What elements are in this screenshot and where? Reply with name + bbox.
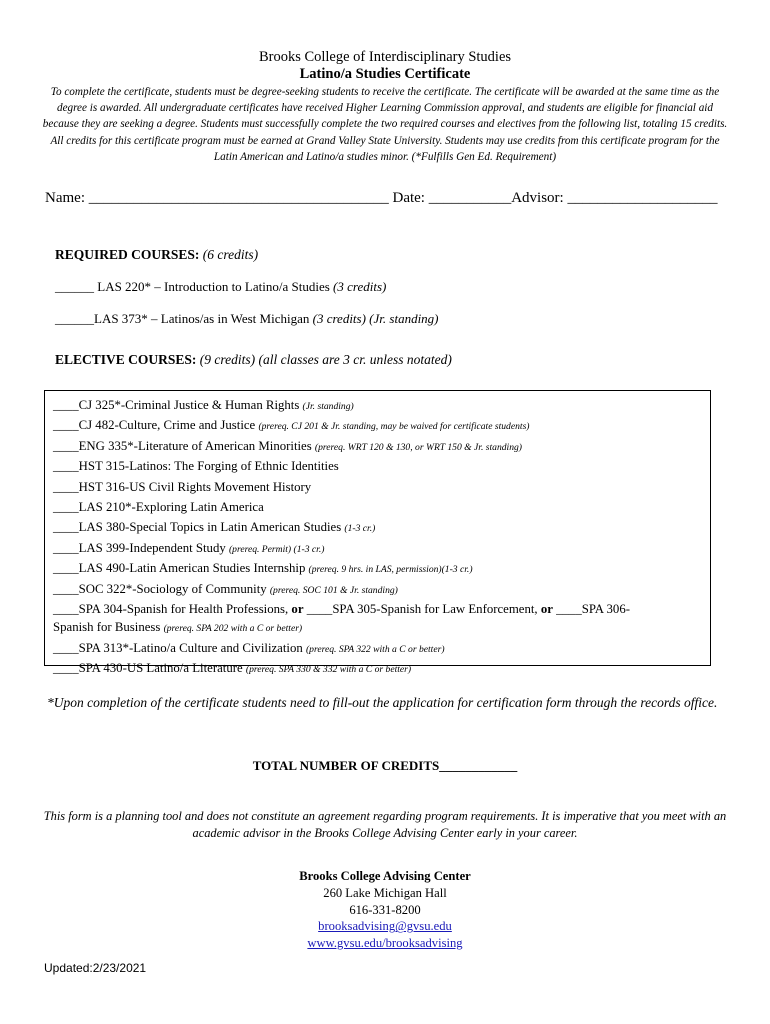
- elective-course: [53, 539, 702, 559]
- date-label: Date:: [392, 190, 425, 206]
- checkbox-blank[interactable]: ____: [53, 459, 79, 474]
- checkbox-blank[interactable]: ____: [53, 500, 79, 515]
- course-note: (prereq. SPA 330 & 332 with a C or better): [245, 664, 412, 676]
- course-text: CJ 482-Culture, Crime and Justice: [78, 418, 259, 433]
- course-text: LAS 490-Latin American Studies Internship: [78, 561, 309, 576]
- checkbox-blank[interactable]: ____: [552, 602, 582, 617]
- checkbox-blank[interactable]: ______: [55, 311, 94, 326]
- checkbox-blank[interactable]: ____: [53, 561, 79, 576]
- advising-center-name: Brooks College Advising Center: [299, 869, 471, 883]
- course-note: (prereq. CJ 201 & Jr. standing, may be waived for certificate students): [258, 421, 530, 433]
- elective-course-spa-options: [53, 600, 702, 618]
- elective-course: [53, 437, 702, 457]
- advising-center-contact: [0, 868, 770, 952]
- course-text: SPA 304-Spanish for Health Professions,: [78, 602, 292, 617]
- course-text: LAS 380-Special Topics in Latin American Studies: [78, 520, 345, 535]
- completion-note: *Upon completion of the certificate students need to fill-out the application for certification form through the records office.: [47, 695, 718, 710]
- certificate-title: Latino/a Studies Certificate: [299, 66, 471, 82]
- checkbox-blank[interactable]: ____: [53, 418, 79, 433]
- student-info-line: [45, 190, 745, 207]
- course-text: LAS 220* – Introduction to Latino/a Studies: [94, 279, 334, 294]
- course-text: LAS 373* – Latinos/as in West Michigan: [94, 311, 313, 326]
- course-note: (prereq. SPA 202 with a C or better): [163, 623, 303, 635]
- course-note: (3 credits) (Jr. standing): [312, 311, 439, 326]
- required-credits: (6 credits): [202, 247, 259, 262]
- course-text: LAS 210*-Exploring Latin America: [78, 500, 264, 515]
- course-text: SPA 430-US Latino/a Literature: [78, 661, 246, 676]
- advisor-label: Advisor:: [511, 190, 564, 206]
- elective-course: [53, 639, 702, 659]
- elective-credits: (9 credits) (all classes are 3 cr. unless notated): [199, 352, 452, 367]
- required-courses-heading: [55, 247, 258, 263]
- required-course-las373: [55, 311, 439, 327]
- elective-course: [53, 659, 702, 679]
- course-note: (prereq. WRT 120 & 130, or WRT 150 & Jr. standing): [314, 441, 522, 453]
- checkbox-blank[interactable]: ____: [53, 520, 79, 535]
- course-text: ENG 335*-Literature of American Minorities: [78, 438, 315, 453]
- course-text: HST 315-Latinos: The Forging of Ethnic Identities: [78, 459, 339, 474]
- course-note: (prereq. SOC 101 & Jr. standing): [269, 584, 398, 596]
- or-label: or: [540, 602, 553, 617]
- checkbox-blank[interactable]: ____: [53, 438, 79, 453]
- elective-course: [53, 498, 702, 518]
- elective-courses-box: [44, 390, 711, 676]
- checkbox-blank[interactable]: ____: [53, 540, 79, 555]
- elective-course-spa-continued: [53, 618, 702, 638]
- elective-course: [53, 478, 702, 498]
- elective-course: [53, 580, 702, 600]
- course-note: (prereq. SPA 322 with a C or better): [305, 643, 445, 655]
- checkbox-blank[interactable]: ____: [53, 479, 79, 494]
- planning-note: This form is a planning tool and does not constitute an agreement regarding program requirements. It is imperative that you meet with an academic advisor in the Brooks College Advising Center early in your career.: [43, 809, 727, 840]
- course-text: SOC 322*-Sociology of Community: [78, 581, 270, 596]
- course-note: (3 credits): [333, 279, 387, 294]
- elective-course: [53, 457, 702, 477]
- checkbox-blank[interactable]: ____: [53, 398, 79, 412]
- intro-paragraph: To complete the certificate, students must be degree-seeking students to receive the certificate. The certificate will be awarded at the same time as the degree is awarded. All undergraduate certificates have received Higher Learning Commission approval, and students are eligible for financial aid because they are seeking a degree. Students must successfully complete the two required courses and electives from the following list, totaling 15 credits. All credits for this certificate program must be earned at Grand Valley State University. Students may use credits from this certificate program for the Latin American and Latino/a studies minor. (*Fulfills Gen Ed. Requirement): [42, 86, 728, 163]
- date-field[interactable]: ___________: [428, 190, 512, 206]
- checkbox-blank[interactable]: ____: [53, 602, 79, 617]
- checkbox-blank[interactable]: ______: [55, 279, 94, 294]
- elective-title: ELECTIVE COURSES:: [55, 352, 197, 367]
- course-text: CJ 325*-Criminal Justice & Human Rights: [78, 398, 303, 412]
- course-text: Spanish for Business: [53, 620, 164, 635]
- course-note: (Jr. standing): [302, 401, 354, 412]
- course-note: (prereq. Permit) (1-3 cr.): [228, 543, 325, 555]
- course-note: (prereq. 9 hrs. in LAS, permission)(1-3 cr.): [308, 564, 473, 576]
- advisor-field[interactable]: ____________________: [567, 190, 718, 206]
- advising-email-link[interactable]: brooksadvising@gvsu.edu: [318, 919, 452, 934]
- advising-website-link[interactable]: www.gvsu.edu/brooksadvising: [307, 936, 463, 951]
- name-field[interactable]: ________________________________________: [88, 190, 389, 206]
- elective-course: [53, 559, 702, 579]
- course-text: HST 316-US Civil Rights Movement History: [78, 479, 312, 494]
- elective-course: [53, 416, 702, 436]
- checkbox-blank[interactable]: ____: [53, 581, 79, 596]
- updated-date: Updated:2/23/2021: [44, 961, 147, 975]
- total-credits-field[interactable]: ____________: [439, 758, 518, 773]
- course-text: LAS 399-Independent Study: [78, 540, 229, 555]
- checkbox-blank[interactable]: ____: [53, 661, 79, 676]
- course-text: SPA 313*-Latino/a Culture and Civilization: [78, 640, 306, 655]
- required-course-las220: [55, 279, 386, 295]
- total-credits-label: TOTAL NUMBER OF CREDITS: [252, 758, 440, 773]
- elective-courses-heading: [55, 352, 452, 368]
- elective-course: [53, 396, 702, 416]
- checkbox-blank[interactable]: ____: [303, 602, 333, 617]
- college-name: Brooks College of Interdisciplinary Studies: [258, 49, 512, 65]
- course-text: SPA 305-Spanish for Law Enforcement,: [332, 602, 541, 617]
- course-text: SPA 306-: [581, 602, 630, 617]
- or-label: or: [291, 602, 304, 617]
- advising-phone: 616-331-8200: [349, 902, 421, 917]
- advising-address: 260 Lake Michigan Hall: [323, 885, 447, 900]
- course-note: (1-3 cr.): [344, 523, 376, 535]
- name-label: Name:: [45, 190, 85, 206]
- required-title: REQUIRED COURSES:: [55, 247, 200, 262]
- total-credits-line: [0, 758, 770, 774]
- elective-course: [53, 518, 702, 538]
- checkbox-blank[interactable]: ____: [53, 640, 79, 655]
